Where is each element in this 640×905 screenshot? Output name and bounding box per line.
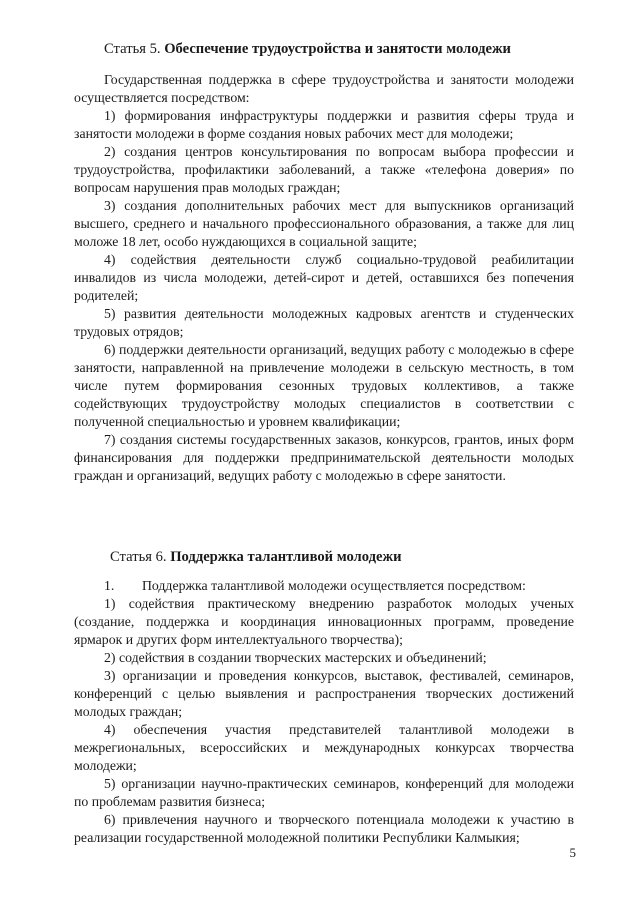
article-6-heading [110,548,574,566]
article-6-title: Поддержка талантливой молодежи [170,549,402,565]
article-5-prefix: Статья 5. [104,41,161,57]
article-5-intro: Государственная поддержка в сфере трудоустройства и занятости молодежи осуществляется посредством: [74,72,574,105]
article-6-item-2: 2) содействия в создании творческих мастерских и объединений; [104,650,487,665]
article-5-title: Обеспечение трудоустройства и занятости молодежи [164,41,511,57]
article-5-item-5: 5) развития деятельности молодежных кадровых агентств и студенческих трудовых отрядов; [74,306,574,339]
article-5-heading [104,40,574,58]
article-5-item-1: 1) формирования инфраструктуры поддержки и развития сферы труда и занятости молодежи в форме создания новых рабочих мест для молодежи; [74,108,574,141]
article-6-item-4: 4) обеспечения участия представителей талантливой молодежи в межрегиональных, всероссийских и международных конкурсах творчества молодежи; [74,722,574,773]
article-5-item-4: 4) содействия деятельности служб социально-трудовой реабилитации инвалидов из числа молодежи, детей-сирот и детей, оставшихся без попечения родителей; [74,252,574,303]
article-6-item-5: 5) организации научно-практических семинаров, конференций для молодежи по проблемам развития бизнеса; [74,776,574,809]
page-number: 5 [569,845,576,860]
article-6-prefix: Статья 6. [110,549,167,565]
article-6-item-6: 6) привлечения научного и творческого потенциала молодежи к участию в реализации государственной молодежной политики Республики Калмыкия; [74,812,574,845]
article-5-item-2: 2) создания центров консультирования по вопросам выбора профессии и трудоустройства, профилактики заболеваний, а также «телефона доверия» по вопросам нарушения прав молодых граждан; [74,144,574,195]
article-6-item-1: 1) содействия практическому внедрению разработок молодых ученых (создание, поддержка и координация инновационных программ, проведение ярмарок и других форм интеллектуального творчества); [74,596,574,647]
article-5 [74,40,574,485]
article-6 [74,548,574,847]
article-5-item-3: 3) создания дополнительных рабочих мест для выпускников организаций высшего, среднего и начального профессионального образования, а также для лиц моложе 18 лет, особо нуждающихся в социальной защите; [74,198,574,249]
article-6-item-3: 3) организации и проведения конкурсов, выставок, фестивалей, семинаров, конференций с целью выявления и распространения творческих достижений молодых граждан; [74,668,574,719]
article-6-intro: 1. Поддержка талантливой молодежи осуществляется посредством: [104,578,526,593]
article-5-item-7: 7) создания системы государственных заказов, конкурсов, грантов, иных форм финансирования для поддержки предпринимательской деятельности молодых граждан и организаций, ведущих работу с молодежью в сфере занятости. [74,432,574,483]
article-5-item-6: 6) поддержки деятельности организаций, ведущих работу с молодежью в сфере занятости, направленной на привлечение молодежи в сельскую местность, в том числе путем формирования сезонных трудовых коллективов, а также содействующих трудоустройству молодых специалистов в соответствии с полученной специальностью и уровнем квалификации; [74,342,574,429]
